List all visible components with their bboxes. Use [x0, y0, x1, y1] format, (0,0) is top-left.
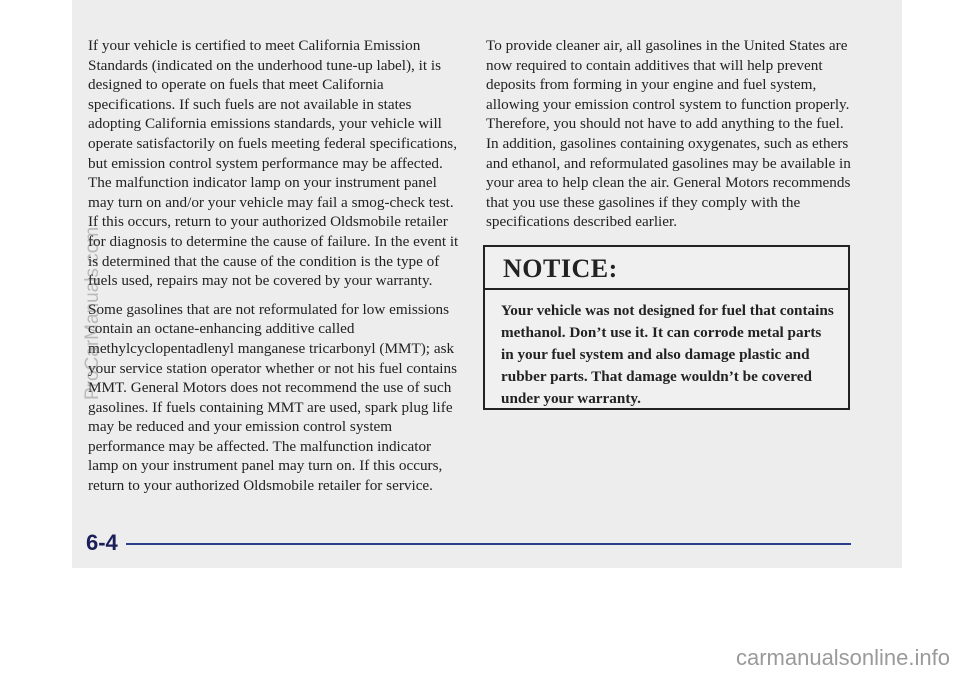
paragraph-mmt-additive: Some gasolines that are not reformulated for low emissions contain an octane-enhancing additive called methylcyclopentadlenyl manganese tricarbonyl (MMT); ask your service station operator whether or not his fuel contains MMT. General Motors does not recommend the use of such gasolines. If fuels containing MMT are used, spark plug life may be reduced and your emission control system performance may be affected. The malfunction indicator lamp on your instrument panel may turn on. If this occurs, return to your authorized Oldsmobile retailer for service.: [88, 300, 458, 495]
footer-rule: [126, 543, 851, 545]
side-watermark: [82, 226, 255, 422]
page-number: 6-4: [86, 530, 118, 555]
paragraph-california-emission: If your vehicle is certified to meet California Emission Standards (indicated on the underhood tune-up label), it is designed to operate on fuels that meet California specifications. If such fuels are not available in states adopting California emissions standards, your vehicle will operate satisfactorily on fuels meeting federal specifications, but emission control system performance may be affected. The malfunction indicator lamp on your instrument panel may turn on and/or your vehicle may fail a smog-check test. If this occurs, return to your authorized Oldsmobile retailer for diagnosis to determine the cause of failure. In the event it is determined that the cause of the condition is the type of fuels used, repairs may not be covered by your warranty.: [88, 37, 459, 290]
right-column: [486, 36, 858, 241]
left-column: [88, 36, 460, 505]
notice-box: [483, 245, 850, 410]
paragraph-cleaner-air: To provide cleaner air, all gasolines in the United States are now required to contain additives that will help prevent deposits from forming in your engine and fuel system, allowing your emission control system to function properly. Therefore, you should not have to add anything to the fuel. In addition, gasolines containing oxygenates, such as ethers and ethanol, and reformulated gasolines may be available in your area to help clean the air. General Motors recommends that you use these gasolines if they comply with the specifications described earlier.: [486, 37, 851, 231]
side-watermark-text: ProCarManuals.com: [82, 226, 103, 400]
notice-heading: NOTICE:: [485, 247, 848, 290]
bottom-watermark: carmanualsonline.info: [735, 645, 950, 670]
notice-body: Your vehicle was not designed for fuel that contains methanol. Don’t use it. It can corrode metal parts in your fuel system and also damage plastic and rubber parts. That damage wouldn’t be covered under your warranty.: [501, 302, 834, 407]
